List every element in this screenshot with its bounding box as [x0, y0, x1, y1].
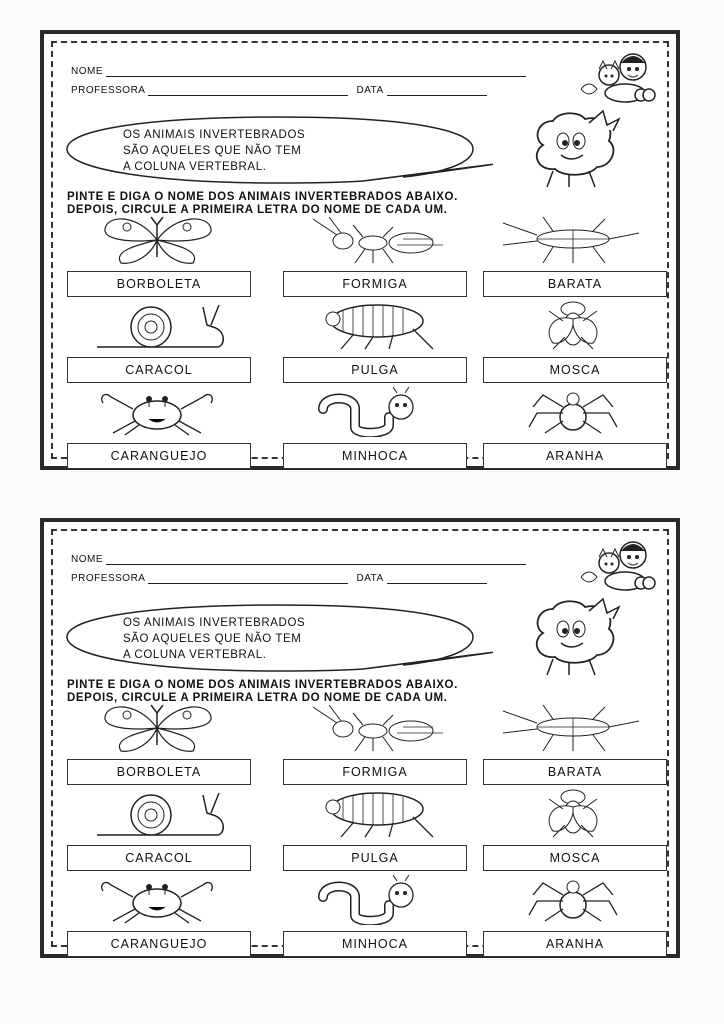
name-label: NOME	[71, 554, 103, 565]
bubble-line-1: OS ANIMAIS INVERTEBRADOS	[123, 129, 306, 141]
animal-cell-butterfly	[67, 703, 249, 785]
worksheet-1	[40, 30, 680, 470]
animal-cell-spider	[483, 387, 665, 469]
bubble-line-3: A COLUNA VERTEBRAL.	[123, 161, 267, 173]
name-field[interactable]	[106, 553, 526, 565]
name-line	[71, 65, 526, 77]
dashed-frame	[51, 529, 669, 951]
bubble-line-2: SÃO AQUELES QUE NÃO TEM	[123, 633, 302, 645]
cockroach-icon	[493, 215, 653, 265]
name-line	[71, 553, 526, 565]
girl-character-icon	[523, 109, 633, 189]
spider-icon	[493, 875, 653, 925]
teacher-date-line	[71, 572, 487, 584]
animal-label: MINHOCA	[283, 443, 467, 469]
animal-cell-snail	[67, 301, 249, 383]
butterfly-icon	[77, 215, 237, 265]
animal-label: ARANHA	[483, 931, 667, 957]
name-field[interactable]	[106, 65, 526, 77]
animal-label: MOSCA	[483, 357, 667, 383]
animal-cell-flea	[283, 301, 465, 383]
animal-cell-crab	[67, 387, 249, 469]
animal-cell-snail	[67, 789, 249, 871]
spider-icon	[493, 387, 653, 437]
date-field[interactable]	[387, 572, 487, 584]
instructions	[67, 679, 458, 705]
bubble-line-2: SÃO AQUELES QUE NÃO TEM	[123, 145, 302, 157]
animal-cell-butterfly	[67, 215, 249, 297]
animal-label: BORBOLETA	[67, 759, 251, 785]
instruction-line-1: PINTE E DIGA O NOME DOS ANIMAIS INVERTEBRADOS ABAIXO.	[67, 191, 458, 203]
flea-icon	[293, 789, 453, 839]
fly-icon	[493, 301, 653, 351]
animal-label: MINHOCA	[283, 931, 467, 957]
bubble-line-3: A COLUNA VERTEBRAL.	[123, 649, 267, 661]
name-label: NOME	[71, 66, 103, 77]
animal-label: PULGA	[283, 357, 467, 383]
animal-label: MOSCA	[483, 845, 667, 871]
fly-icon	[493, 789, 653, 839]
instruction-line-2: DEPOIS, CIRCULE A PRIMEIRA LETRA DO NOME DE CADA UM.	[67, 692, 448, 704]
animal-label: BARATA	[483, 759, 667, 785]
teacher-field[interactable]	[148, 84, 348, 96]
animal-label: CARANGUEJO	[67, 443, 251, 469]
animal-cell-ant	[283, 703, 465, 785]
date-field[interactable]	[387, 84, 487, 96]
instruction-line-2: DEPOIS, CIRCULE A PRIMEIRA LETRA DO NOME DE CADA UM.	[67, 204, 448, 216]
snail-icon	[77, 789, 237, 839]
ant-icon	[293, 703, 453, 753]
animal-label: CARANGUEJO	[67, 931, 251, 957]
animal-label: BARATA	[483, 271, 667, 297]
cartoon-kids-icon	[575, 49, 657, 105]
animal-label: BORBOLETA	[67, 271, 251, 297]
animal-label: ARANHA	[483, 443, 667, 469]
animal-cell-fly	[483, 789, 665, 871]
animal-label: FORMIGA	[283, 271, 467, 297]
worm-icon	[293, 875, 453, 925]
worksheet-2	[40, 518, 680, 958]
crab-icon	[77, 387, 237, 437]
cockroach-icon	[493, 703, 653, 753]
worm-icon	[293, 387, 453, 437]
bubble-text	[123, 615, 305, 663]
teacher-field[interactable]	[148, 572, 348, 584]
animal-label: PULGA	[283, 845, 467, 871]
animal-label: CARACOL	[67, 845, 251, 871]
teacher-label: PROFESSORA	[71, 573, 146, 584]
animal-cell-spider	[483, 875, 665, 957]
butterfly-icon	[77, 703, 237, 753]
girl-character-icon	[523, 597, 633, 677]
date-label: DATA	[356, 573, 384, 584]
animal-label: CARACOL	[67, 357, 251, 383]
animal-cell-crab	[67, 875, 249, 957]
teacher-date-line	[71, 84, 487, 96]
animal-cell-ant	[283, 215, 465, 297]
flea-icon	[293, 301, 453, 351]
crab-icon	[77, 875, 237, 925]
bubble-text	[123, 127, 305, 175]
snail-icon	[77, 301, 237, 351]
animal-cell-cockroach	[483, 703, 665, 785]
teacher-label: PROFESSORA	[71, 85, 146, 96]
animal-cell-worm	[283, 875, 465, 957]
animal-cell-cockroach	[483, 215, 665, 297]
animal-cell-flea	[283, 789, 465, 871]
bubble-line-1: OS ANIMAIS INVERTEBRADOS	[123, 617, 306, 629]
animal-label: FORMIGA	[283, 759, 467, 785]
cartoon-kids-icon	[575, 537, 657, 593]
instructions	[67, 191, 458, 217]
ant-icon	[293, 215, 453, 265]
animal-cell-fly	[483, 301, 665, 383]
dashed-frame	[51, 41, 669, 463]
instruction-line-1: PINTE E DIGA O NOME DOS ANIMAIS INVERTEBRADOS ABAIXO.	[67, 679, 458, 691]
animal-cell-worm	[283, 387, 465, 469]
date-label: DATA	[356, 85, 384, 96]
